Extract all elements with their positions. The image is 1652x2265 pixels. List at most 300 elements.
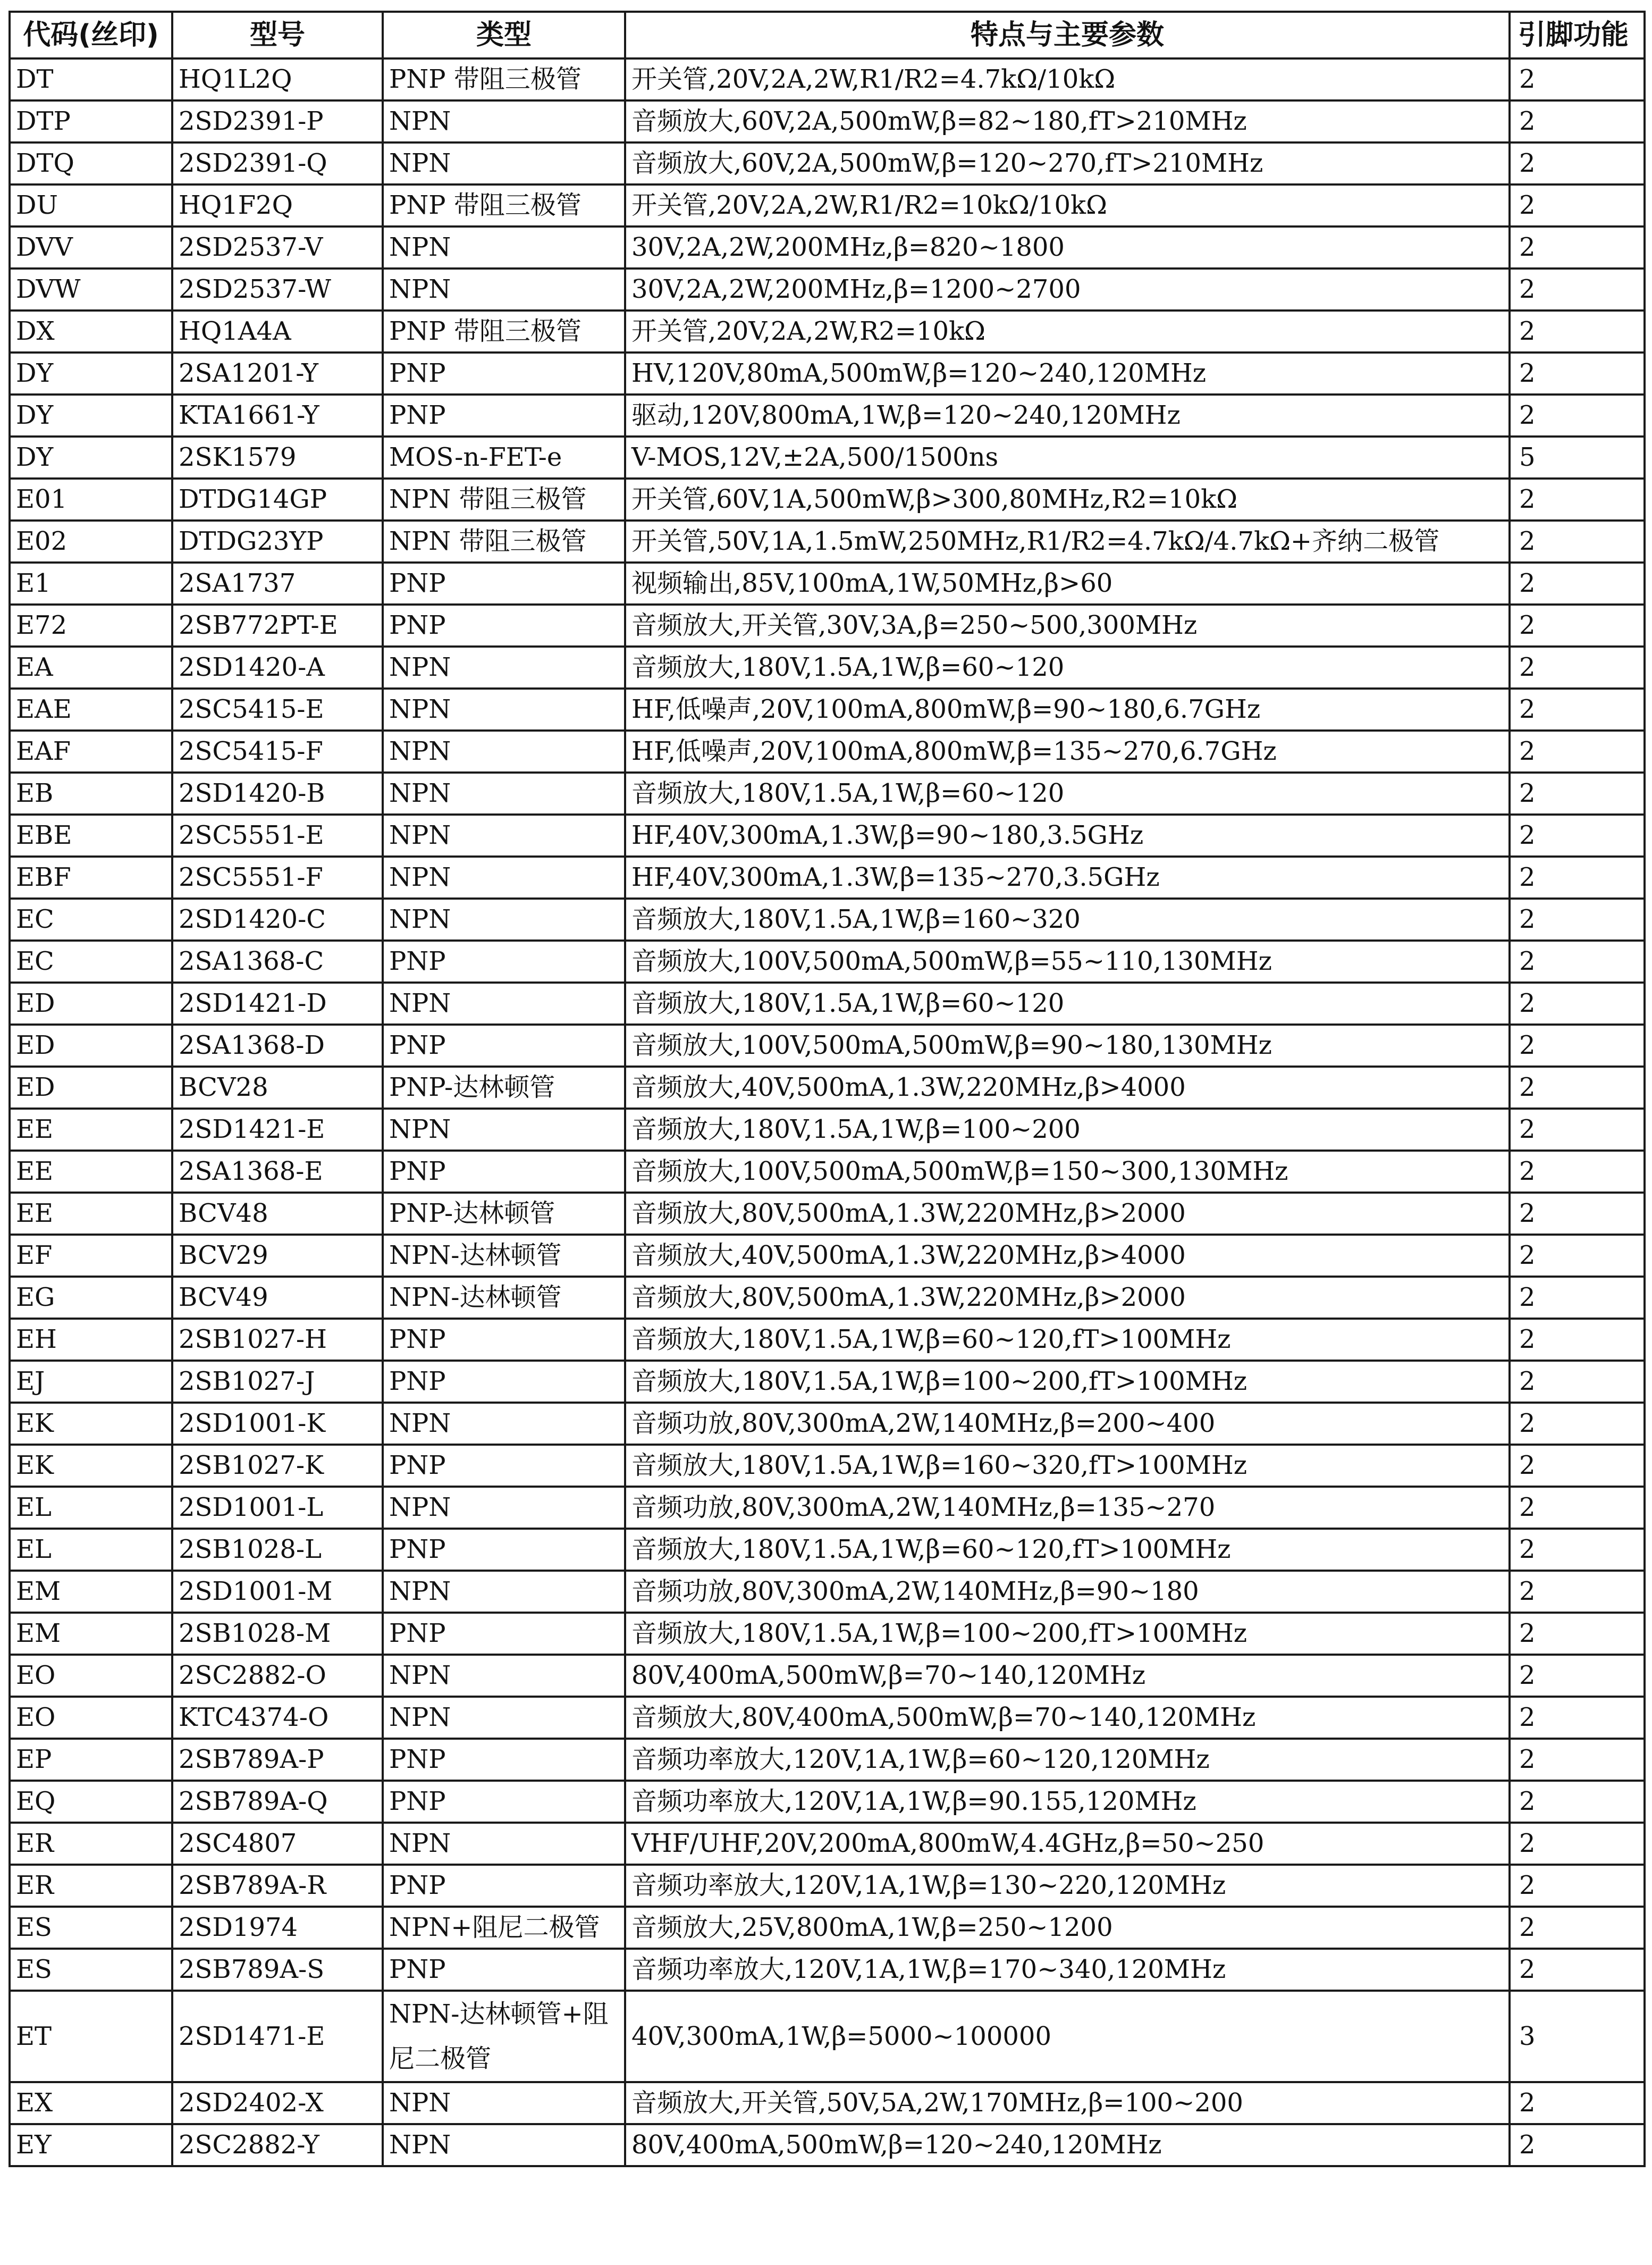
cell-model: 2SD1471-E xyxy=(172,1991,383,2082)
cell-pins: 2 xyxy=(1510,1193,1645,1235)
cell-pins: 2 xyxy=(1510,1907,1645,1949)
cell-code: EM xyxy=(10,1571,172,1613)
cell-type: PNP xyxy=(383,1361,625,1403)
cell-spec: 音频放大,开关管,30V,3A,β=250~500,300MHz xyxy=(625,605,1510,647)
cell-code: EY xyxy=(10,2124,172,2166)
transistor-marking-table xyxy=(9,11,1646,2167)
header-model: 型号 xyxy=(172,12,383,58)
cell-code: EX xyxy=(10,2082,172,2124)
cell-pins: 2 xyxy=(1510,1445,1645,1487)
table-row xyxy=(10,1865,1645,1907)
cell-type: NPN xyxy=(383,1823,625,1865)
cell-spec: 音频放大,100V,500mA,500mW,β=150~300,130MHz xyxy=(625,1151,1510,1193)
cell-model: 2SB789A-R xyxy=(172,1865,383,1907)
cell-pins: 2 xyxy=(1510,605,1645,647)
cell-spec: 驱动,120V,800mA,1W,β=120~240,120MHz xyxy=(625,395,1510,437)
cell-spec: 音频放大,180V,1.5A,1W,β=60~120 xyxy=(625,983,1510,1025)
cell-type: PNP-达林顿管 xyxy=(383,1193,625,1235)
cell-pins: 2 xyxy=(1510,1655,1645,1697)
cell-model: 2SD1421-D xyxy=(172,983,383,1025)
cell-type: NPN xyxy=(383,100,625,142)
cell-model: 2SD1001-K xyxy=(172,1403,383,1445)
table-row xyxy=(10,1109,1645,1151)
table-row xyxy=(10,184,1645,226)
cell-model: 2SD1420-B xyxy=(172,773,383,815)
cell-pins: 2 xyxy=(1510,1151,1645,1193)
cell-code: E1 xyxy=(10,563,172,605)
cell-type: NPN xyxy=(383,773,625,815)
table-row xyxy=(10,269,1645,311)
table-row xyxy=(10,857,1645,899)
cell-model: 2SB1028-L xyxy=(172,1529,383,1571)
cell-model: BCV48 xyxy=(172,1193,383,1235)
cell-model: DTDG23YP xyxy=(172,521,383,563)
cell-type: PNP 带阻三极管 xyxy=(383,184,625,226)
cell-type: PNP xyxy=(383,1949,625,1991)
cell-model: HQ1F2Q xyxy=(172,184,383,226)
cell-pins: 2 xyxy=(1510,983,1645,1025)
cell-spec: 40V,300mA,1W,β=5000~100000 xyxy=(625,1991,1510,2082)
cell-type: NPN xyxy=(383,899,625,941)
table-row xyxy=(10,2082,1645,2124)
cell-spec: 音频放大,180V,1.5A,1W,β=100~200,fT>100MHz xyxy=(625,1613,1510,1655)
table-row xyxy=(10,1193,1645,1235)
table-row xyxy=(10,58,1645,100)
cell-code: EAE xyxy=(10,689,172,731)
cell-model: 2SA1368-E xyxy=(172,1151,383,1193)
cell-pins: 2 xyxy=(1510,1403,1645,1445)
cell-pins: 2 xyxy=(1510,226,1645,269)
table-row xyxy=(10,1319,1645,1361)
cell-spec: 开关管,20V,2A,2W,R1/R2=4.7kΩ/10kΩ xyxy=(625,58,1510,100)
cell-spec: 音频放大,80V,500mA,1.3W,220MHz,β>2000 xyxy=(625,1277,1510,1319)
cell-model: 2SD1001-M xyxy=(172,1571,383,1613)
cell-pins: 2 xyxy=(1510,731,1645,773)
table-row xyxy=(10,1361,1645,1403)
cell-code: ES xyxy=(10,1907,172,1949)
cell-code: DVW xyxy=(10,269,172,311)
cell-type: NPN+阻尼二极管 xyxy=(383,1907,625,1949)
cell-pins: 2 xyxy=(1510,815,1645,857)
table-row xyxy=(10,1235,1645,1277)
cell-type: NPN xyxy=(383,1109,625,1151)
cell-code: E02 xyxy=(10,521,172,563)
table-row xyxy=(10,226,1645,269)
cell-pins: 2 xyxy=(1510,2082,1645,2124)
cell-pins: 3 xyxy=(1510,1991,1645,2082)
cell-model: BCV29 xyxy=(172,1235,383,1277)
cell-code: EA xyxy=(10,647,172,689)
cell-spec: 音频功放,80V,300mA,2W,140MHz,β=200~400 xyxy=(625,1403,1510,1445)
cell-spec: 音频放大,100V,500mA,500mW,β=55~110,130MHz xyxy=(625,941,1510,983)
header-code: 代码(丝印) xyxy=(10,12,172,58)
table-row xyxy=(10,1949,1645,1991)
cell-code: E01 xyxy=(10,479,172,521)
table-row xyxy=(10,941,1645,983)
cell-code: EO xyxy=(10,1655,172,1697)
cell-code: EQ xyxy=(10,1781,172,1823)
cell-spec: 音频功率放大,120V,1A,1W,β=130~220,120MHz xyxy=(625,1865,1510,1907)
cell-code: E72 xyxy=(10,605,172,647)
cell-type: PNP xyxy=(383,1529,625,1571)
cell-spec: HF,低噪声,20V,100mA,800mW,β=90~180,6.7GHz xyxy=(625,689,1510,731)
cell-type: NPN-达林顿管+阻尼二极管 xyxy=(383,1991,625,2082)
cell-type: NPN xyxy=(383,1403,625,1445)
table-row xyxy=(10,605,1645,647)
table-row xyxy=(10,1025,1645,1067)
cell-type: PNP xyxy=(383,1151,625,1193)
cell-spec: HF,40V,300mA,1.3W,β=135~270,3.5GHz xyxy=(625,857,1510,899)
cell-pins: 2 xyxy=(1510,1949,1645,1991)
cell-pins: 2 xyxy=(1510,2124,1645,2166)
cell-code: EB xyxy=(10,773,172,815)
cell-spec: HF,40V,300mA,1.3W,β=90~180,3.5GHz xyxy=(625,815,1510,857)
cell-type: PNP xyxy=(383,1025,625,1067)
cell-code: EJ xyxy=(10,1361,172,1403)
table-row xyxy=(10,1655,1645,1697)
cell-model: 2SA1368-C xyxy=(172,941,383,983)
table-row xyxy=(10,1529,1645,1571)
cell-type: NPN xyxy=(383,731,625,773)
cell-code: ED xyxy=(10,1025,172,1067)
cell-pins: 2 xyxy=(1510,1277,1645,1319)
cell-model: 2SD2391-Q xyxy=(172,142,383,184)
cell-type: PNP 带阻三极管 xyxy=(383,311,625,353)
cell-type: NPN-达林顿管 xyxy=(383,1277,625,1319)
cell-code: EF xyxy=(10,1235,172,1277)
cell-model: BCV28 xyxy=(172,1067,383,1109)
cell-pins: 2 xyxy=(1510,1697,1645,1739)
cell-pins: 2 xyxy=(1510,563,1645,605)
cell-pins: 2 xyxy=(1510,353,1645,395)
cell-spec: 音频功率放大,120V,1A,1W,β=170~340,120MHz xyxy=(625,1949,1510,1991)
cell-pins: 2 xyxy=(1510,1781,1645,1823)
table-row xyxy=(10,1823,1645,1865)
table-row xyxy=(10,100,1645,142)
table-row xyxy=(10,815,1645,857)
cell-type: PNP xyxy=(383,1781,625,1823)
cell-type: NPN xyxy=(383,142,625,184)
cell-model: KTA1661-Y xyxy=(172,395,383,437)
cell-code: ED xyxy=(10,983,172,1025)
cell-type: MOS-n-FET-e xyxy=(383,437,625,479)
cell-model: 2SB789A-P xyxy=(172,1739,383,1781)
header-spec: 特点与主要参数 xyxy=(625,12,1510,58)
table-row xyxy=(10,1571,1645,1613)
cell-type: NPN xyxy=(383,1655,625,1697)
table-row xyxy=(10,731,1645,773)
cell-spec: 音频放大,180V,1.5A,1W,β=160~320,fT>100MHz xyxy=(625,1445,1510,1487)
table-row xyxy=(10,1613,1645,1655)
cell-code: DVV xyxy=(10,226,172,269)
cell-model: 2SB1027-K xyxy=(172,1445,383,1487)
cell-model: 2SD1974 xyxy=(172,1907,383,1949)
cell-code: EL xyxy=(10,1529,172,1571)
cell-model: 2SD2391-P xyxy=(172,100,383,142)
cell-code: DTP xyxy=(10,100,172,142)
table-row xyxy=(10,1067,1645,1109)
cell-model: 2SA1737 xyxy=(172,563,383,605)
cell-pins: 2 xyxy=(1510,269,1645,311)
cell-spec: 音频放大,25V,800mA,1W,β=250~1200 xyxy=(625,1907,1510,1949)
cell-model: 2SD1420-C xyxy=(172,899,383,941)
cell-pins: 2 xyxy=(1510,58,1645,100)
table-row xyxy=(10,689,1645,731)
cell-pins: 2 xyxy=(1510,941,1645,983)
cell-spec: 开关管,20V,2A,2W,R1/R2=10kΩ/10kΩ xyxy=(625,184,1510,226)
cell-code: EBF xyxy=(10,857,172,899)
cell-type: PNP 带阻三极管 xyxy=(383,58,625,100)
table-header-row xyxy=(10,12,1645,58)
cell-type: PNP-达林顿管 xyxy=(383,1067,625,1109)
table-row xyxy=(10,479,1645,521)
cell-spec: V-MOS,12V,±2A,500/1500ns xyxy=(625,437,1510,479)
table-row xyxy=(10,142,1645,184)
cell-spec: 音频放大,180V,1.5A,1W,β=160~320 xyxy=(625,899,1510,941)
cell-model: 2SD1001-L xyxy=(172,1487,383,1529)
cell-model: DTDG14GP xyxy=(172,479,383,521)
cell-code: EL xyxy=(10,1487,172,1529)
table-row xyxy=(10,1445,1645,1487)
cell-spec: 30V,2A,2W,200MHz,β=820~1800 xyxy=(625,226,1510,269)
cell-pins: 2 xyxy=(1510,647,1645,689)
cell-type: NPN xyxy=(383,226,625,269)
cell-code: ET xyxy=(10,1991,172,2082)
cell-pins: 2 xyxy=(1510,1319,1645,1361)
cell-model: 2SD1421-E xyxy=(172,1109,383,1151)
cell-type: NPN xyxy=(383,857,625,899)
table-row xyxy=(10,1487,1645,1529)
cell-type: PNP xyxy=(383,941,625,983)
cell-pins: 2 xyxy=(1510,1739,1645,1781)
header-type: 类型 xyxy=(383,12,625,58)
cell-type: PNP xyxy=(383,1319,625,1361)
cell-code: EH xyxy=(10,1319,172,1361)
cell-type: NPN xyxy=(383,1697,625,1739)
cell-pins: 2 xyxy=(1510,1613,1645,1655)
cell-type: NPN 带阻三极管 xyxy=(383,479,625,521)
cell-code: DY xyxy=(10,353,172,395)
cell-type: PNP xyxy=(383,1739,625,1781)
cell-pins: 2 xyxy=(1510,857,1645,899)
cell-spec: 音频放大,180V,1.5A,1W,β=100~200,fT>100MHz xyxy=(625,1361,1510,1403)
header-pins: 引脚功能 xyxy=(1510,12,1645,58)
table-row xyxy=(10,1277,1645,1319)
cell-type: NPN xyxy=(383,647,625,689)
cell-spec: 开关管,50V,1A,1.5mW,250MHz,R1/R2=4.7kΩ/4.7kΩ+齐纳二极管 xyxy=(625,521,1510,563)
cell-spec: 音频放大,60V,2A,500mW,β=120~270,fT>210MHz xyxy=(625,142,1510,184)
cell-code: ER xyxy=(10,1865,172,1907)
cell-code: DTQ xyxy=(10,142,172,184)
cell-pins: 2 xyxy=(1510,1361,1645,1403)
cell-spec: 音频放大,180V,1.5A,1W,β=60~120,fT>100MHz xyxy=(625,1529,1510,1571)
cell-spec: 音频放大,180V,1.5A,1W,β=60~120 xyxy=(625,647,1510,689)
cell-type: NPN 带阻三极管 xyxy=(383,521,625,563)
cell-code: ES xyxy=(10,1949,172,1991)
cell-spec: HF,低噪声,20V,100mA,800mW,β=135~270,6.7GHz xyxy=(625,731,1510,773)
cell-type: NPN xyxy=(383,689,625,731)
cell-pins: 2 xyxy=(1510,521,1645,563)
cell-pins: 2 xyxy=(1510,1067,1645,1109)
cell-spec: 80V,400mA,500mW,β=70~140,120MHz xyxy=(625,1655,1510,1697)
cell-pins: 2 xyxy=(1510,1235,1645,1277)
cell-pins: 2 xyxy=(1510,100,1645,142)
cell-spec: 视频输出,85V,100mA,1W,50MHz,β>60 xyxy=(625,563,1510,605)
table-row xyxy=(10,1781,1645,1823)
cell-spec: HV,120V,80mA,500mW,β=120~240,120MHz xyxy=(625,353,1510,395)
cell-pins: 2 xyxy=(1510,395,1645,437)
cell-code: EC xyxy=(10,899,172,941)
cell-code: EE xyxy=(10,1109,172,1151)
cell-spec: 音频放大,40V,500mA,1.3W,220MHz,β>4000 xyxy=(625,1235,1510,1277)
table-row xyxy=(10,563,1645,605)
cell-spec: 音频功率放大,120V,1A,1W,β=60~120,120MHz xyxy=(625,1739,1510,1781)
cell-model: 2SC5551-E xyxy=(172,815,383,857)
cell-spec: 音频功放,80V,300mA,2W,140MHz,β=135~270 xyxy=(625,1487,1510,1529)
cell-model: 2SC4807 xyxy=(172,1823,383,1865)
cell-spec: 音频放大,100V,500mA,500mW,β=90~180,130MHz xyxy=(625,1025,1510,1067)
cell-model: 2SA1368-D xyxy=(172,1025,383,1067)
cell-spec: 30V,2A,2W,200MHz,β=1200~2700 xyxy=(625,269,1510,311)
cell-model: 2SB789A-S xyxy=(172,1949,383,1991)
cell-model: 2SD2537-W xyxy=(172,269,383,311)
cell-model: 2SD1420-A xyxy=(172,647,383,689)
cell-code: EBE xyxy=(10,815,172,857)
cell-code: DY xyxy=(10,395,172,437)
table-row xyxy=(10,1907,1645,1949)
cell-type: PNP xyxy=(383,1865,625,1907)
table-row xyxy=(10,2124,1645,2166)
cell-pins: 2 xyxy=(1510,1109,1645,1151)
table-row xyxy=(10,521,1645,563)
cell-model: 2SC2882-Y xyxy=(172,2124,383,2166)
cell-type: NPN xyxy=(383,1571,625,1613)
cell-pins: 2 xyxy=(1510,142,1645,184)
cell-code: EM xyxy=(10,1613,172,1655)
cell-type: PNP xyxy=(383,1613,625,1655)
cell-pins: 2 xyxy=(1510,1487,1645,1529)
cell-model: 2SK1579 xyxy=(172,437,383,479)
component-table-sheet xyxy=(9,11,1643,2167)
cell-type: NPN xyxy=(383,2082,625,2124)
cell-pins: 2 xyxy=(1510,773,1645,815)
table-row xyxy=(10,647,1645,689)
cell-model: 2SC5415-E xyxy=(172,689,383,731)
cell-model: 2SB1027-H xyxy=(172,1319,383,1361)
table-row xyxy=(10,311,1645,353)
cell-pins: 2 xyxy=(1510,1025,1645,1067)
cell-spec: 音频放大,开关管,50V,5A,2W,170MHz,β=100~200 xyxy=(625,2082,1510,2124)
table-body xyxy=(10,58,1645,2166)
cell-spec: 音频功率放大,120V,1A,1W,β=90.155,120MHz xyxy=(625,1781,1510,1823)
table-row xyxy=(10,395,1645,437)
cell-model: HQ1L2Q xyxy=(172,58,383,100)
cell-pins: 2 xyxy=(1510,1529,1645,1571)
cell-type: PNP xyxy=(383,395,625,437)
cell-code: EK xyxy=(10,1445,172,1487)
cell-model: 2SB1027-J xyxy=(172,1361,383,1403)
cell-model: 2SA1201-Y xyxy=(172,353,383,395)
cell-model: 2SC2882-O xyxy=(172,1655,383,1697)
cell-code: ED xyxy=(10,1067,172,1109)
cell-code: EC xyxy=(10,941,172,983)
cell-spec: 80V,400mA,500mW,β=120~240,120MHz xyxy=(625,2124,1510,2166)
cell-pins: 2 xyxy=(1510,311,1645,353)
cell-code: EE xyxy=(10,1193,172,1235)
cell-type: NPN xyxy=(383,815,625,857)
cell-type: NPN xyxy=(383,2124,625,2166)
cell-spec: VHF/UHF,20V,200mA,800mW,4.4GHz,β=50~250 xyxy=(625,1823,1510,1865)
cell-spec: 音频放大,180V,1.5A,1W,β=60~120,fT>100MHz xyxy=(625,1319,1510,1361)
cell-code: DT xyxy=(10,58,172,100)
table-row xyxy=(10,1697,1645,1739)
cell-type: PNP xyxy=(383,1445,625,1487)
table-row xyxy=(10,1991,1645,2082)
cell-model: 2SB1028-M xyxy=(172,1613,383,1655)
table-row xyxy=(10,1403,1645,1445)
cell-pins: 5 xyxy=(1510,437,1645,479)
table-row xyxy=(10,353,1645,395)
cell-model: KTC4374-O xyxy=(172,1697,383,1739)
cell-pins: 2 xyxy=(1510,479,1645,521)
table-row xyxy=(10,1151,1645,1193)
cell-type: NPN xyxy=(383,1487,625,1529)
cell-code: DX xyxy=(10,311,172,353)
cell-spec: 音频放大,40V,500mA,1.3W,220MHz,β>4000 xyxy=(625,1067,1510,1109)
cell-pins: 2 xyxy=(1510,689,1645,731)
table-row xyxy=(10,899,1645,941)
cell-spec: 音频放大,180V,1.5A,1W,β=60~120 xyxy=(625,773,1510,815)
cell-type: NPN xyxy=(383,983,625,1025)
table-row xyxy=(10,773,1645,815)
cell-type: NPN xyxy=(383,269,625,311)
cell-type: NPN-达林顿管 xyxy=(383,1235,625,1277)
cell-spec: 开关管,20V,2A,2W,R2=10kΩ xyxy=(625,311,1510,353)
cell-spec: 音频放大,180V,1.5A,1W,β=100~200 xyxy=(625,1109,1510,1151)
cell-pins: 2 xyxy=(1510,184,1645,226)
cell-type: PNP xyxy=(383,563,625,605)
cell-spec: 音频放大,80V,400mA,500mW,β=70~140,120MHz xyxy=(625,1697,1510,1739)
table-row xyxy=(10,437,1645,479)
cell-code: EG xyxy=(10,1277,172,1319)
cell-type: PNP xyxy=(383,353,625,395)
cell-code: EK xyxy=(10,1403,172,1445)
cell-code: ER xyxy=(10,1823,172,1865)
cell-code: EO xyxy=(10,1697,172,1739)
cell-code: EAF xyxy=(10,731,172,773)
cell-model: HQ1A4A xyxy=(172,311,383,353)
cell-spec: 音频功放,80V,300mA,2W,140MHz,β=90~180 xyxy=(625,1571,1510,1613)
cell-pins: 2 xyxy=(1510,1865,1645,1907)
cell-model: BCV49 xyxy=(172,1277,383,1319)
cell-code: DY xyxy=(10,437,172,479)
table-row xyxy=(10,1739,1645,1781)
cell-model: 2SC5551-F xyxy=(172,857,383,899)
table-row xyxy=(10,983,1645,1025)
cell-type: PNP xyxy=(383,605,625,647)
cell-model: 2SD2537-V xyxy=(172,226,383,269)
cell-pins: 2 xyxy=(1510,899,1645,941)
cell-model: 2SD2402-X xyxy=(172,2082,383,2124)
cell-model: 2SB789A-Q xyxy=(172,1781,383,1823)
cell-model: 2SB772PT-E xyxy=(172,605,383,647)
cell-pins: 2 xyxy=(1510,1823,1645,1865)
cell-code: DU xyxy=(10,184,172,226)
cell-spec: 音频放大,80V,500mA,1.3W,220MHz,β>2000 xyxy=(625,1193,1510,1235)
cell-code: EE xyxy=(10,1151,172,1193)
cell-model: 2SC5415-F xyxy=(172,731,383,773)
cell-spec: 开关管,60V,1A,500mW,β>300,80MHz,R2=10kΩ xyxy=(625,479,1510,521)
